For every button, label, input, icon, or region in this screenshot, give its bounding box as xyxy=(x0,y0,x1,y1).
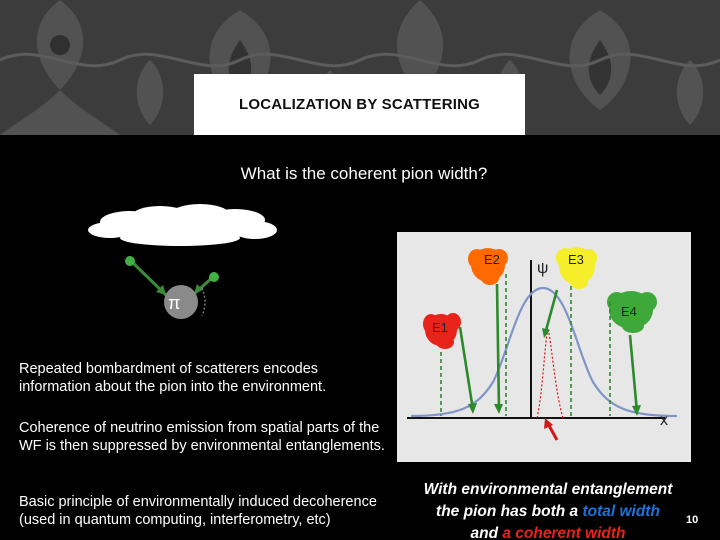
scatterer-right xyxy=(209,272,219,282)
plot-caption xyxy=(398,479,698,540)
label-x: x xyxy=(660,412,668,429)
label-e2: E2 xyxy=(484,252,500,267)
label-e4: E4 xyxy=(621,304,637,319)
label-e1: E1 xyxy=(432,320,448,335)
paragraph-decoherence: Basic principle of environmentally induced decoherence (used in quantum computing, interferometry, etc) xyxy=(19,494,377,528)
question-text: What is the coherent pion width? xyxy=(240,164,488,183)
paragraph-coherence: Coherence of neutrino emission from spatial parts of the WF is then suppressed by environmental entanglements. xyxy=(19,420,385,454)
paragraph-bombardment: Repeated bombardment of scatterers encodes information about the pion into the environment. xyxy=(19,361,327,395)
total-width-highlight: total width xyxy=(582,503,660,520)
label-e3: E3 xyxy=(568,252,584,267)
caption-line-2: the pion has both a total width xyxy=(436,503,660,520)
page-number: 10 xyxy=(686,514,699,526)
scatterer-left xyxy=(125,256,135,266)
environment-label: E0 xyxy=(166,221,187,240)
wavefunction-plot xyxy=(397,232,691,462)
scattering-diagram xyxy=(80,200,290,330)
caption-line-1: With environmental entanglement xyxy=(423,481,673,498)
label-psi: ψ xyxy=(537,260,549,277)
caption-line-3: and a coherent width xyxy=(470,525,626,540)
slide-title: LOCALIZATION BY SCATTERING xyxy=(194,74,525,135)
pion-trail xyxy=(202,288,205,316)
pion-label: π xyxy=(168,293,181,313)
coherent-width-highlight: a coherent width xyxy=(502,525,626,540)
